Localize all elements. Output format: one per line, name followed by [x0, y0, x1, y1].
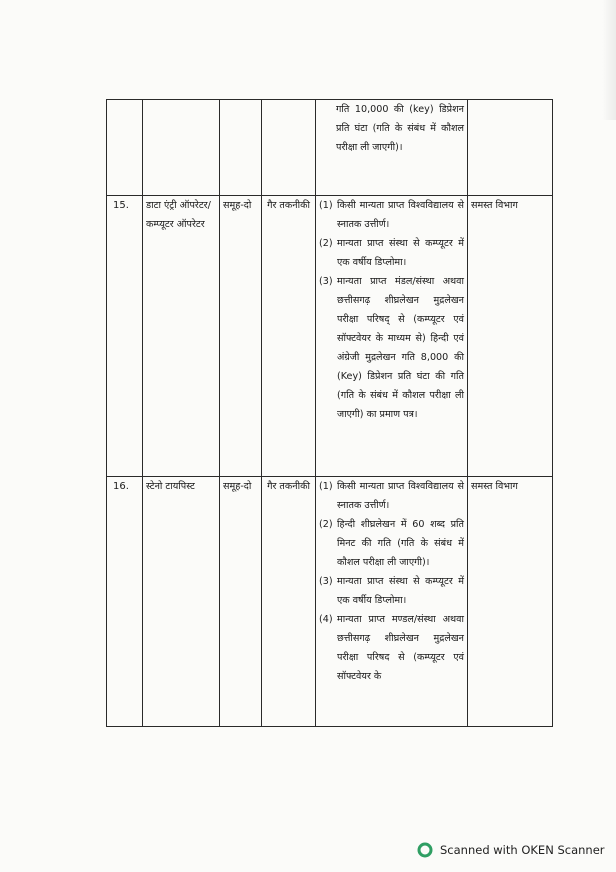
scanner-watermark [417, 842, 605, 858]
qualification-number: (3) [319, 276, 333, 287]
qualification-number: (3) [319, 576, 333, 587]
qualification-number: (1) [319, 481, 333, 492]
post-type: गैर तकनीकी [262, 477, 316, 727]
qualification-text: मान्यता प्राप्त मण्डल/संस्था अथवा छत्तीसगढ़ शीघ्रलेखन मुद्रलेखन परीक्षा परिषद से (कम्प्यूटर एवं सॉफ्टवेयर के [337, 614, 464, 682]
qualification-item [319, 477, 464, 515]
qualification-number: (2) [319, 519, 333, 530]
qualification-list [316, 477, 468, 727]
post-name: डाटा एंट्री ऑपरेटर/ कम्प्यूटर ऑपरेटर [143, 196, 220, 477]
qualification-number: (2) [319, 238, 333, 249]
qualification-continued-text: गति 10,000 की (key) डिप्रेशन प्रति घंटा (गति के संबंध में कौशल परीक्षा ली जाएगी)। [316, 100, 468, 196]
oken-scanner-logo-icon [417, 842, 433, 858]
table-row-16 [107, 477, 553, 727]
qualification-item [319, 515, 464, 572]
post-type: गैर तकनीकी [262, 196, 316, 477]
qualification-item [319, 272, 464, 424]
page-edge-shadow [602, 0, 616, 120]
qualification-text: किसी मान्यता प्राप्त विश्वविद्यालय से स्नातक उत्तीर्ण। [337, 200, 464, 230]
table-row-15 [107, 196, 553, 477]
qualification-text: मान्यता प्राप्त संस्था से कम्प्यूटर में एक वर्षीय डिप्लोमा। [337, 576, 464, 606]
department-name: समस्त विभाग [468, 196, 553, 477]
group-name: समूह-दो [220, 477, 262, 727]
qualification-text: हिन्दी शीघ्रलेखन में 60 शब्द प्रति मिनट की गति (गति के संबंध में कौशल परीक्षा ली जाएगी)। [337, 519, 464, 568]
department-name: समस्त विभाग [468, 477, 553, 727]
department-cell-empty [468, 100, 553, 196]
qualification-item [319, 572, 464, 610]
qualification-number: (1) [319, 200, 333, 211]
group-name: समूह-दो [220, 196, 262, 477]
serial-number: 16. [107, 477, 143, 727]
qualification-list [316, 196, 468, 477]
qualification-text: मान्यता प्राप्त संस्था से कम्प्यूटर में एक वर्षीय डिप्लोमा। [337, 238, 464, 268]
post-name: स्टेनो टायपिस्ट [143, 477, 220, 727]
table-row-continued [107, 100, 553, 196]
post-cell-empty [143, 100, 220, 196]
group-cell-empty [220, 100, 262, 196]
recruitment-rules-table [106, 99, 553, 727]
serial-number: 15. [107, 196, 143, 477]
qualification-item [319, 610, 464, 686]
qualification-number: (4) [319, 614, 333, 625]
qualification-text: मान्यता प्राप्त मंडल/संस्था अथवा छत्तीसगढ़ शीघ्रलेखन मुद्रलेखन परीक्षा परिषद् से (कम्प्यूटर एवं सॉफ्टवेयर के माध्यम से) हिन्दी एवं अंग्रेजी मुद्रलेखन गति 8,000 की (Key) डिप्रेशन प्रति घंटा की गति (गति के संबंध में कौशल परीक्षा ली जाएगी) का प्रमाण पत्र। [337, 276, 464, 420]
qualification-item [319, 234, 464, 272]
type-cell-empty [262, 100, 316, 196]
qualification-text: किसी मान्यता प्राप्त विश्वविद्यालय से स्नातक उत्तीर्ण। [337, 481, 464, 511]
qualification-item [319, 196, 464, 234]
serial-cell-empty [107, 100, 143, 196]
scanner-watermark-text: Scanned with OKEN Scanner [440, 843, 605, 857]
